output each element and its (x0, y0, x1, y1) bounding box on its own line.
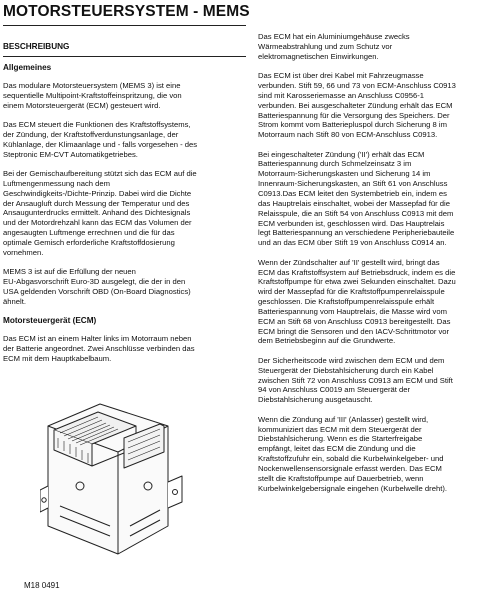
text-line: Das ECM steuert die Funktionen des Kraftstoffsystems, (3, 120, 191, 130)
paragraph-housing (258, 32, 498, 62)
text-line: ECM an Stift 68 von Anschluss C0913 bereitgestellt. Das (258, 316, 451, 326)
text-line: EU-Abgasvorschrift Euro-3D ausgelegt, die der in den (3, 277, 186, 287)
text-line: Motorraum nach Stift 80 von ECM-Anschluss C0913. (258, 130, 438, 140)
text-line: Kurbelwinkelgebersignale eingehen (Kurbelwelle dreht). (258, 483, 448, 493)
text-line: C0913.Das ECM leitet den Systembetrieb ein, indem es (258, 189, 447, 198)
text-line: Bei der Gemischaufbereitung stützt sich das ECM auf die (3, 169, 197, 179)
text-line: legt Batteriespannung an verschiedene Peripheriebauteile (258, 228, 455, 238)
text-line: Luftmengenmessung nach dem (3, 178, 111, 188)
text-line: geschlossen. Die Kraftstoffpumpenrelaisspule erhält (258, 297, 435, 307)
text-line: Batteriespannung für die Versorgung des Speichers. Der (258, 110, 450, 120)
text-line: 94 von Anschluss C0019 am Steuergerät der (258, 385, 411, 395)
paragraph-security-code (258, 356, 498, 405)
paragraph-functions (3, 120, 246, 159)
text-line: Motorraum-Sicherungskasten und Sicherung 14 im (258, 169, 431, 179)
text-line: wird der Massepfad für die Kraftstoffpumpenrelaisspule (258, 287, 445, 297)
text-line: Bei eingeschalteter Zündung ('II') erhält das ECM (258, 149, 425, 159)
text-line: ECM das Kraftstoffsystem auf Betriebsdruck, indem es die (258, 267, 456, 277)
text-line: angesaugten Luftmenge errechnen und die für das (3, 228, 175, 238)
paragraph-ecm-location (3, 334, 246, 364)
text-line: Wenn der Zündschalter auf 'II' gestellt wird, bringt das (258, 257, 440, 267)
text-line: sind mit Karosseriemasse an Anschluss C0956-1 (258, 90, 425, 100)
text-line: Kühlanlage, der Klimaanlage und - falls vorgesehen - des (3, 139, 198, 149)
text-line: sequentielle Multipoint-Kraftstoffeinspritzung, die von (3, 90, 182, 100)
text-line: Innenraum-Sicherungskasten, an Stift 61 von Anschluss (258, 179, 448, 189)
text-line: zwischen Stift 72 von Anschluss C0913 am ECM und Stift (258, 375, 453, 385)
paragraph-emissions (3, 267, 246, 306)
text-line: Strom kommt vom Batteriepluspol durch Sicherung 8 im (258, 120, 447, 130)
text-line: MEMS 3 ist auf die Erfüllung der neuen (3, 267, 136, 277)
text-line: empfängt, leitet das ECM die Zündung und die (258, 444, 416, 454)
text-line: und an das ECM über Stift 19 von Anschluss C0914 an. (258, 238, 447, 248)
text-line: Nockenwellensensorsignale erfasst werden. Das ECM (258, 463, 442, 473)
text-line: ECM verbunden ist, geschlossen wird. Das Hauptrelais (258, 218, 445, 228)
section-heading: BESCHREIBUNG (3, 42, 70, 51)
section-rule (3, 56, 246, 57)
text-line: Das modulare Motorsteuersystem (MEMS 3) ist eine (3, 81, 181, 90)
text-line: Steptronic EM-CVT Automatikgetriebes. (3, 149, 138, 159)
text-line: der Batterie angeordnet. Zwei Anschlüsse verbinden das (3, 344, 195, 354)
text-line: elektromagnetischen Einwirkungen. (258, 51, 379, 61)
text-line: Kraftstoffzufuhr ein, sobald die Kurbelwinkelgeber- und (258, 454, 444, 464)
text-line: Kraftstoffpumpe für etwa zwei Sekunden einschaltet. Dazu (258, 277, 456, 287)
text-line: dem Betriebsbeginn auf die Grundwerte. (258, 336, 396, 346)
text-line: Batteriespannung vom Hauptrelais, die Masse wird vom (258, 306, 447, 316)
paragraph-fuel-pressure (258, 258, 498, 347)
text-line: Das ECM ist über drei Kabel mit Fahrzeugmasse (258, 71, 424, 81)
text-line: verbunden. Stift 59, 66 und 73 von ECM-Anschluss C0913 (258, 80, 456, 90)
text-line: Das ECM hat ein Aluminiumgehäuse zwecks (258, 32, 410, 41)
text-line: vornehmen. (3, 247, 44, 257)
text-line: Geschwindigkeits-/Dichte-Prinzip. Dabei wird die Dichte (3, 188, 192, 198)
text-line: verbunden. Bei ausgeschalteter Zündung erhält das ECM (258, 100, 453, 110)
text-line: ECM mit dem Hauptkabelbaum. (3, 353, 112, 363)
text-line: Das ECM ist an einem Halter links im Motorraum neben (3, 334, 192, 344)
title-rule (3, 25, 246, 26)
figure-code: M18 0491 (24, 581, 60, 590)
right-column (258, 32, 498, 503)
text-line: Steuergerät der Diebstahlsicherung durch ein Kabel (258, 365, 434, 375)
text-line: USA geldenden Vorschrift OBD (On-Board Diagnostics) (3, 286, 191, 296)
ecm-illustration (40, 386, 190, 561)
text-line: Relaisspule, die an Stift 54 von Anschluss C0913 mit dem (258, 208, 454, 218)
subheading-ecm: Motorsteuergerät (ECM) (3, 316, 97, 326)
subheading-general: Allgemeines (3, 63, 52, 72)
text-line: kommuniziert das ECM mit dem Steuergerät der (258, 424, 422, 434)
text-line: der Zündung, der Kraftstoffverdunstungsanlage, der (3, 129, 179, 139)
text-line: und der Motordrehzahl kann das ECM das Volumen der (3, 218, 192, 228)
text-line: ähnelt. (3, 296, 26, 306)
paragraph-ground (258, 71, 498, 140)
text-line: der Ansaugluft durch Messung der Temperatur und des (3, 198, 190, 208)
paragraph-intro (3, 81, 246, 111)
text-line: Batteriespannung durch Schmelzeinsatz 3 im (258, 159, 412, 169)
text-line: Ansaugunterdrucks ermittelt. Anhand des Dichtesignals (3, 208, 191, 218)
text-line: optimale Gemisch erforderliche Kraftstoffdosierung (3, 238, 175, 247)
text-line: das Hauptrelais einschaltet, wobei der Massepfad für die (258, 198, 450, 208)
left-body (3, 62, 246, 373)
text-line: Wärmeabstrahlung und zum Schutz vor (258, 41, 393, 51)
text-line: Der Sicherheitscode wird zwischen dem ECM und dem (258, 355, 445, 365)
paragraph-mixture (3, 169, 246, 258)
paragraph-cranking (258, 415, 498, 494)
paragraph-ignition-on (258, 150, 498, 248)
text-line: Wenn die Zündung auf 'III' (Anlasser) gestellt wird, (258, 414, 429, 424)
text-line: einem Motorsteuergerät (ECM) gesteuert wird. (3, 100, 161, 110)
left-column (3, 33, 246, 52)
text-line: stellt die Kraftstoffpumpe auf Dauerbetrieb, wenn (258, 473, 424, 483)
text-line: ECM bringt die Sensoren und den IACV-Schrittmotor vor (258, 326, 450, 336)
text-line: Diebstahlsicherung. Wenn es die Starterfreigabe (258, 434, 423, 444)
page-title: MOTORSTEUERSYSTEM - MEMS (3, 3, 250, 20)
text-line: Diebstahlsicherung ausgetauscht. (258, 395, 373, 405)
